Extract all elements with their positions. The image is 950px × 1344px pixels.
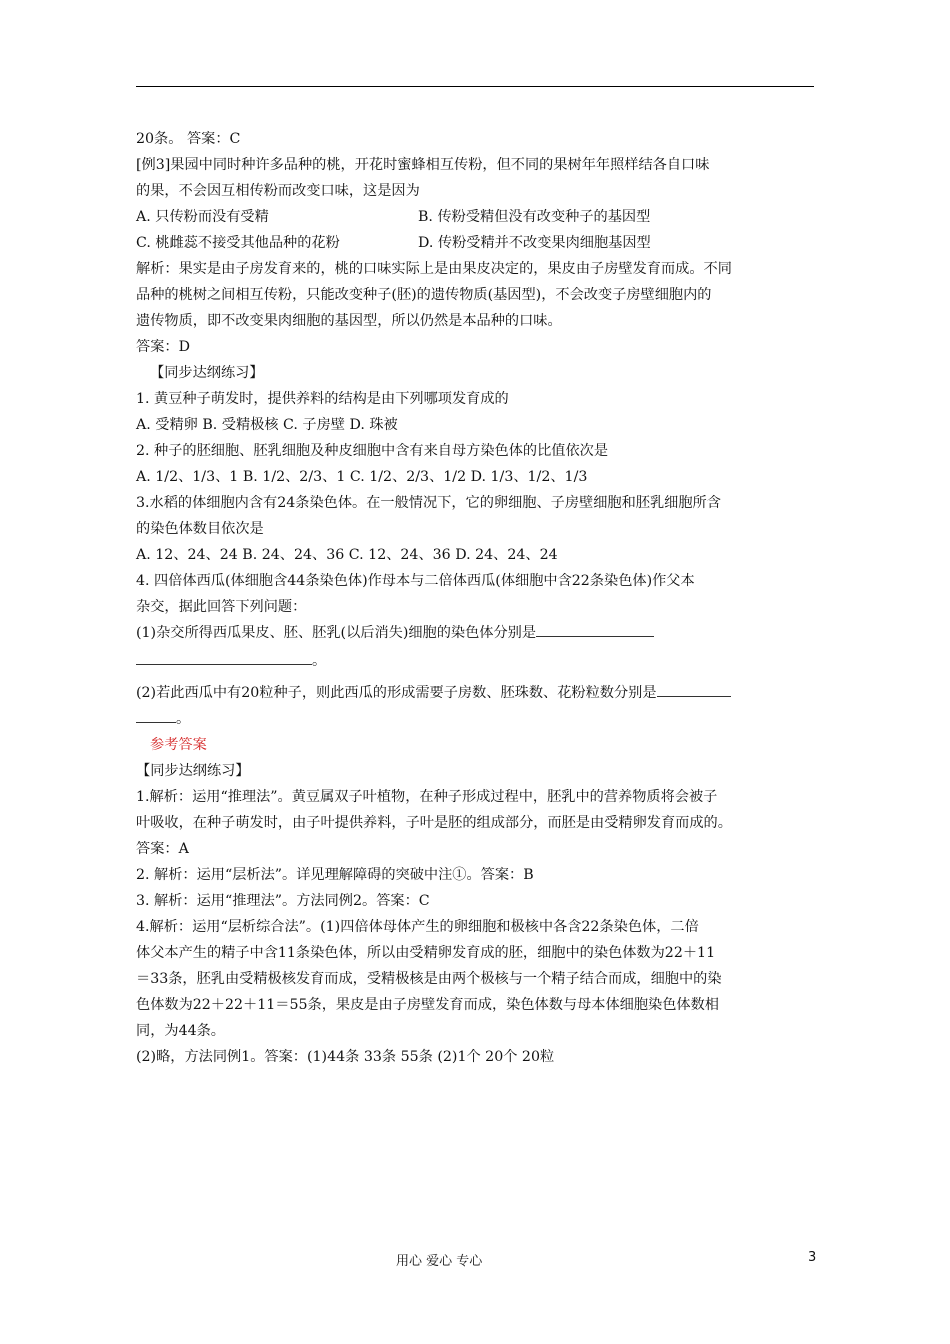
option-row <box>136 230 816 256</box>
question-4-2 <box>136 680 816 706</box>
page-footer <box>0 1250 950 1270</box>
question-line: 4. 四倍体西瓜(体细胞含44条染色体)作母本与二倍体西瓜(体细胞中含22条染色体)作父本 <box>136 573 695 589</box>
question-end: 。 <box>312 653 327 669</box>
question-text: (2)若此西瓜中有20粒种子，则此西瓜的形成需要子房数、胚珠数、花粉粒数分别是 <box>136 685 657 701</box>
answer-line: 同，为44条。 <box>136 1023 225 1039</box>
example-stem-line: [例3]果园中同时种许多品种的桃，开花时蜜蜂相互传粉，但不同的果树年年照样结各自口味 <box>136 157 710 173</box>
question-line: A. 受精卵 B. 受精极核 C. 子房壁 D. 珠被 <box>136 417 398 433</box>
option-b: B. 传粉受精但没有改变种子的基因型 <box>418 209 651 225</box>
answer-blank <box>136 707 176 723</box>
question-4-1 <box>136 620 816 646</box>
page-number: 3 <box>808 1250 817 1265</box>
analysis-line: 品种的桃树之间相互传粉，只能改变种子(胚)的遗传物质(基因型)，不会改变子房壁细胞内的 <box>136 287 712 303</box>
answer-blank <box>136 649 312 665</box>
option-d: D. 传粉受精并不改变果肉细胞基因型 <box>418 235 651 251</box>
analysis-line: 遗传物质，即不改变果肉细胞的基因型，所以仍然是本品种的口味。 <box>136 313 562 329</box>
answer-blank <box>657 681 731 697</box>
analysis-line: 解析：果实是由子房发育来的，桃的口味实际上是由果皮决定的，果皮由子房壁发育而成。不同 <box>136 261 732 277</box>
option-row <box>136 204 816 230</box>
answer-line: 色体数为22＋22＋11＝55条，果皮是由子房壁发育而成，染色体数与母本体细胞染色体数相 <box>136 997 719 1013</box>
question-line: A. 1/2、1/3、1 B. 1/2、2/3、1 C. 1/2、2/3、1/2 D. 1/3、1/2、1/3 <box>136 469 588 485</box>
question-line: 3.水稻的体细胞内含有24条染色体。在一般情况下，它的卵细胞、子房壁细胞和胚乳细胞所含 <box>136 495 721 511</box>
answer-line: 4.解析：运用“层析综合法”。(1)四倍体母体产生的卵细胞和极核中各含22条染色体，二倍 <box>136 919 699 935</box>
option-c: C. 桃雌蕊不接受其他品种的花粉 <box>136 235 340 251</box>
example-stem-line: 的果，不会因互相传粉而改变口味，这是因为 <box>136 183 420 199</box>
practice-section <box>136 360 816 732</box>
question-line: A. 12、24、24 B. 24、24、36 C. 12、24、36 D. 24、24、24 <box>136 547 558 563</box>
section-heading: 【同步达纲练习】 <box>136 763 250 779</box>
answer-line: ＝33条，胚乳由受精极核发育而成，受精极核是由两个极核与一个精子结合而成，细胞中的染 <box>136 971 722 987</box>
question-end: 。 <box>176 711 191 727</box>
answers-section <box>136 732 816 1070</box>
page-body <box>136 126 816 1070</box>
answer-blank <box>536 621 654 637</box>
option-a: A. 只传粉而没有受精 <box>136 209 269 225</box>
question-4-2-cont <box>136 706 816 732</box>
question-text: (1)杂交所得西瓜果皮、胚、胚乳(以后消失)细胞的染色体分别是 <box>136 625 537 641</box>
footer-motto: 用心 爱心 专心 <box>396 1254 483 1269</box>
answer-line: 1.解析：运用“推理法”。黄豆属双子叶植物，在种子形成过程中，胚乳中的营养物质将会被子 <box>136 789 718 805</box>
answer-line: 叶吸收，在种子萌发时，由子叶提供养料，子叶是胚的组成部分，而胚是由受精卵发育而成的。 <box>136 815 732 831</box>
section-heading: 【同步达纲练习】 <box>150 365 264 381</box>
answer-line: 答案：A <box>136 841 189 857</box>
example-3 <box>136 152 816 360</box>
answer-line: 答案：D <box>136 339 190 355</box>
question-line: 2. 种子的胚细胞、胚乳细胞及种皮细胞中含有来自母方染色体的比值依次是 <box>136 443 609 459</box>
answers-title: 参考答案 <box>150 737 207 753</box>
question-4-1-cont <box>136 648 816 674</box>
answer-line: 体父本产生的精子中含11条染色体，所以由受精卵发育成的胚，细胞中的染色体数为22＋11 <box>136 945 716 961</box>
answer-line: 2. 解析：运用“层析法”。详见理解障碍的突破中注①。答案：B <box>136 867 534 883</box>
question-line: 的染色体数目依次是 <box>136 521 264 537</box>
answer-line: 3. 解析：运用“推理法”。方法同例2。答案：C <box>136 893 430 909</box>
header-rule <box>136 86 814 87</box>
text-line: 20条。 答案：C <box>136 131 241 147</box>
question-line: 1. 黄豆种子萌发时，提供养料的结构是由下列哪项发育成的 <box>136 391 509 407</box>
question-line: 杂交，据此回答下列问题： <box>136 599 307 615</box>
answer-line: (2)略，方法同例1。答案：(1)44条 33条 55条 (2)1个 20个 20粒 <box>136 1049 555 1065</box>
